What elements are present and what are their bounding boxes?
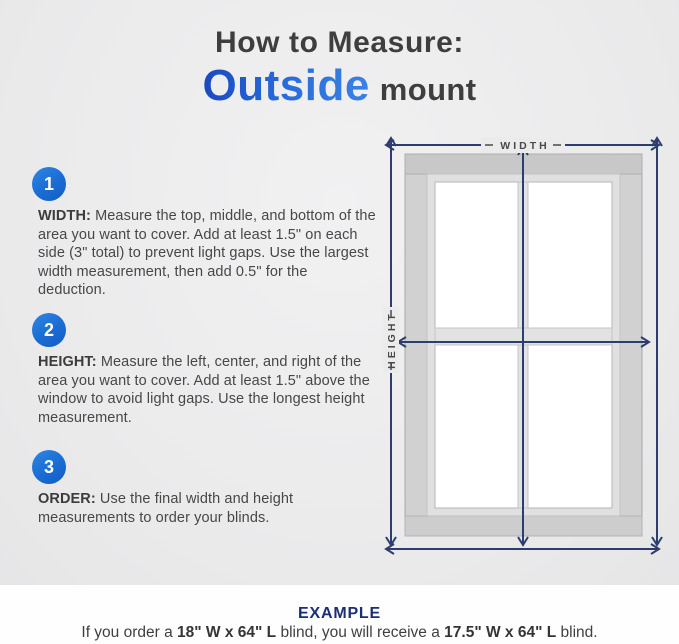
step-height xyxy=(38,313,378,427)
step-3-badge: 3 xyxy=(32,450,66,484)
width-label: WIDTH xyxy=(500,140,550,152)
step-2-lead: HEIGHT: xyxy=(38,354,97,370)
example-segment-ordered-size: 18" W x 64" L xyxy=(177,624,277,641)
step-width xyxy=(38,167,378,300)
example-sentence xyxy=(0,624,679,642)
step-2-text xyxy=(38,353,378,427)
example-heading: EXAMPLE xyxy=(298,605,381,622)
step-2-badge: 2 xyxy=(32,313,66,347)
step-1-badge: 1 xyxy=(32,167,66,201)
example-segment-received-size: 17.5" W x 64" L xyxy=(444,624,557,641)
height-label-group xyxy=(383,307,399,373)
step-1-text xyxy=(38,207,378,300)
height-label: HEIGHT xyxy=(386,311,398,369)
example-segment-2: blind, you will receive a xyxy=(276,624,445,641)
example-segment-0: If you order a xyxy=(81,624,178,641)
title-line-1: How to Measure: xyxy=(214,26,465,59)
step-1-body: Measure the top, middle, and bottom of the area you want to cover. Add at least 1.5" on each side (3" total) to prevent light gaps. Use the largest width measurement, then add 0.5" for the deduction. xyxy=(38,208,376,299)
step-3-text xyxy=(38,490,378,527)
title-line-2 xyxy=(0,61,679,111)
page-title xyxy=(0,26,679,111)
step-3-body: Use the final width and height measurements to order your blinds. xyxy=(38,491,294,526)
title-suffix-mount: mount xyxy=(379,72,477,107)
step-order xyxy=(38,450,378,527)
step-2-body: Measure the left, center, and right of the area you want to cover. Add at least 1.5" above the window to avoid light gaps. Use the longest height measurement. xyxy=(38,354,370,426)
step-1-lead: WIDTH: xyxy=(38,208,91,224)
width-label-group xyxy=(481,137,565,153)
example-footer xyxy=(0,585,679,644)
example-segment-4: blind. xyxy=(556,624,598,641)
title-highlight-outside: Outside xyxy=(202,61,370,110)
window-measurement-diagram xyxy=(375,128,670,560)
step-3-lead: ORDER: xyxy=(38,491,96,507)
